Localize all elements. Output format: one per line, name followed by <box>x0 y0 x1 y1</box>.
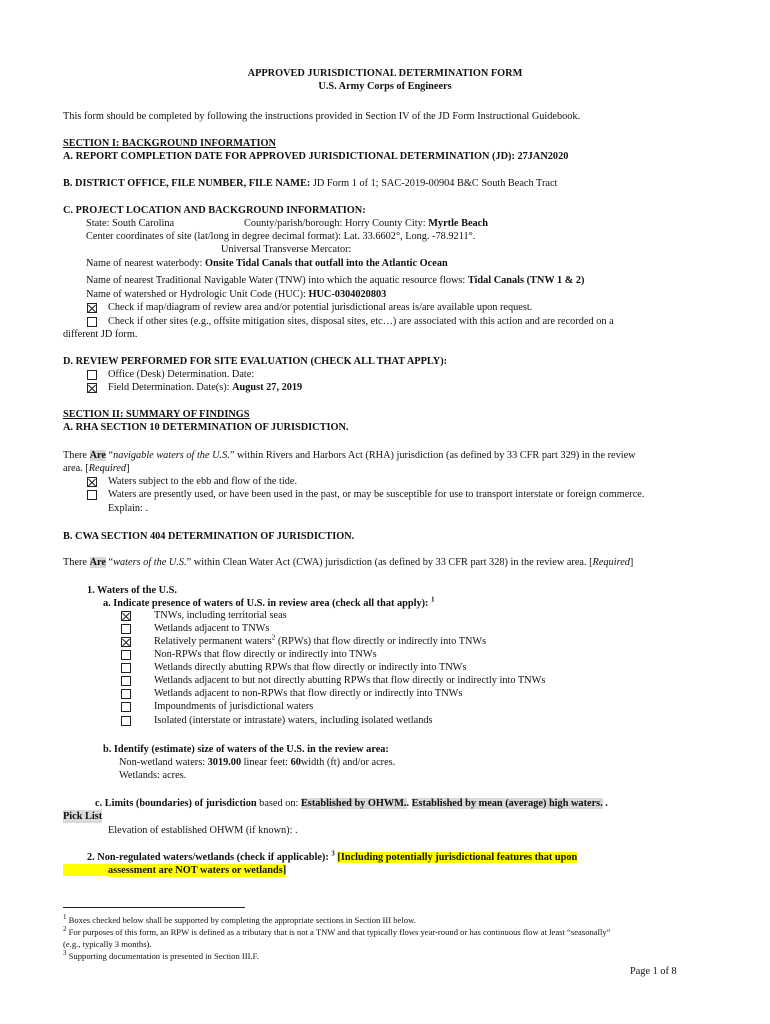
other-sites-label-cont: different JD form. <box>63 329 138 340</box>
coordinates-line: Center coordinates of site (lat/long in degree decimal format): Lat. 33.6602°, Long. -78.9211°. <box>86 231 476 242</box>
type-checkbox-wetlands-abutting[interactable] <box>121 663 131 673</box>
type-checkbox-nonrpw[interactable] <box>121 650 131 660</box>
page-number: Page 1 of 8 <box>630 966 677 977</box>
footnote-1 <box>63 915 416 926</box>
rha-close: ] <box>126 463 130 474</box>
limits-line <box>95 797 608 810</box>
waters-b-heading: b. Identify (estimate) size of waters of the U.S. in the review area: <box>103 744 389 755</box>
nonwetland-rest: width (ft) and/or acres. <box>300 757 396 768</box>
city-value: Myrtle Beach <box>428 218 488 229</box>
type-label-wetlands-abutting: Wetlands directly abutting RPWs that flow directly or indirectly into TNWs <box>154 662 467 673</box>
nonregulated-note-cont: assessment are NOT waters or wetlands] <box>108 865 287 876</box>
waterbody-value: Onsite Tidal Canals that outfall into the Atlantic Ocean <box>204 258 448 269</box>
type-label-isolated: Isolated (interstate or intrastate) waters, including isolated wetlands <box>154 715 433 726</box>
type-checkbox-rpw[interactable] <box>121 637 131 647</box>
commerce-label: Waters are presently used, or have been used in the past, or may be susceptible for use to transport interstate or foreign commerce. <box>108 489 645 500</box>
nonwetland-label: Non-wetland waters: <box>119 757 208 768</box>
nonregulated-note: [Including potentially jurisdictional features that upon <box>337 852 578 863</box>
type-checkbox-tnw[interactable] <box>121 611 131 621</box>
county-city-line <box>244 217 488 230</box>
footnote-2-text: For purposes of this form, an RPW is defined as a tributary that is not a TNW and that typically flows year-round or has continuous flow at least “seasonally” <box>66 927 611 937</box>
tnw-value: Tidal Canals (TNW 1 & 2) <box>467 275 585 286</box>
tide-label: Waters subject to the ebb and flow of the tide. <box>108 476 298 487</box>
cwa-required: Required <box>592 557 630 568</box>
cwa-statement <box>63 556 633 569</box>
limits-label: c. Limits (boundaries) of jurisdiction <box>95 798 257 809</box>
section2-b-heading: B. CWA SECTION 404 DETERMINATION OF JURISDICTION. <box>63 531 355 542</box>
map-available-checkbox[interactable] <box>87 303 97 313</box>
field-determination-checkbox[interactable] <box>87 383 97 393</box>
rha-required: Required <box>88 463 127 474</box>
section2-a-heading: A. RHA SECTION 10 DETERMINATION OF JURISDICTION. <box>63 422 349 433</box>
wetlands-line: Wetlands: acres. <box>119 770 187 781</box>
footnote-ref-1: 1 <box>431 595 435 604</box>
footnote-2-cont: (e.g., typically 3 months). <box>63 939 152 949</box>
footnote-2 <box>63 927 610 938</box>
type-checkbox-wetlands-nonrpw[interactable] <box>121 689 131 699</box>
explain-line: Explain: . <box>108 503 149 514</box>
footnote-1-text: Boxes checked below shall be supported by completing the appropriate sections in Section III below. <box>66 915 416 925</box>
state-line: State: South Carolina <box>86 218 175 229</box>
type-label-wetlands-adjacent-rpw: Wetlands adjacent to but not directly abutting RPWs that flow directly or indirectly into TNWs <box>154 675 546 686</box>
huc-line <box>86 288 386 301</box>
rha-statement <box>63 449 636 462</box>
rha-there: There <box>63 450 90 461</box>
waterbody-line <box>86 257 448 270</box>
section1-b-label: B. DISTRICT OFFICE, FILE NUMBER, FILE NAME: <box>63 178 311 189</box>
type-label-rpw-line <box>154 635 486 648</box>
limits-end: . <box>602 798 608 809</box>
footnote-1-num: 1 <box>63 913 67 922</box>
type-checkbox-impoundments[interactable] <box>121 702 131 712</box>
section1-a: A. REPORT COMPLETION DATE FOR APPROVED JURISDICTIONAL DETERMINATION (JD): 27JAN2020 <box>63 151 569 162</box>
form-subtitle: U.S. Army Corps of Engineers <box>318 81 452 92</box>
footnote-3-num: 3 <box>63 949 67 958</box>
utm-line: Universal Transverse Mercator: <box>221 244 352 255</box>
type-label-wetlands-tnw: Wetlands adjacent to TNWs <box>154 623 270 634</box>
section2-heading: SECTION II: SUMMARY OF FINDINGS <box>63 409 250 420</box>
cwa-quote: “ <box>105 557 114 568</box>
pick-list[interactable]: Pick List <box>63 811 103 822</box>
map-available-label: Check if map/diagram of review area and/or potential jurisdictional areas is/are available upon request. <box>108 302 533 313</box>
type-label-nonrpw: Non-RPWs that flow directly or indirectly into TNWs <box>154 649 377 660</box>
limits-based: based on: <box>256 798 301 809</box>
waters-a-text: a. Indicate presence of waters of U.S. in review area (check all that apply): <box>103 598 432 609</box>
section1-b <box>63 177 557 190</box>
tnw-label: Name of nearest Traditional Navigable Water (TNW) into which the aquatic resource flows: <box>86 275 468 286</box>
field-date: August 27, 2019 <box>232 382 303 393</box>
nonwetland-mid: linear feet: <box>241 757 291 768</box>
waters-heading: 1. Waters of the U.S. <box>87 585 177 596</box>
huc-label: Name of watershed or Hydrologic Unit Code (HUC): <box>86 289 309 300</box>
office-desk-checkbox[interactable] <box>87 370 97 380</box>
nonregulated-label: 2. Non-regulated waters/wetlands (check if applicable): <box>87 852 332 863</box>
field-determination-line <box>108 381 302 394</box>
section1-c-label: C. PROJECT LOCATION AND BACKGROUND INFORMATION: <box>63 205 366 216</box>
footnote-3-text: Supporting documentation is presented in Section III.F. <box>66 951 259 961</box>
field-determination-label: Field Determination. Date(s): <box>108 382 233 393</box>
huc-value: HUC-0304020803 <box>308 289 387 300</box>
footnote-2-num: 2 <box>63 925 67 934</box>
section1-heading: SECTION I: BACKGROUND INFORMATION <box>63 138 276 149</box>
nonwetland-width: 60 <box>290 757 301 768</box>
form-title: APPROVED JURISDICTIONAL DETERMINATION FORM <box>247 68 523 79</box>
cwa-waters: waters of the U.S. <box>113 557 187 568</box>
waterbody-label: Name of nearest waterbody: <box>86 258 205 269</box>
cwa-close: ] <box>629 557 634 568</box>
tnw-line <box>86 274 584 287</box>
type-label-rpw: Relatively permanent waters <box>154 636 272 647</box>
type-checkbox-wetlands-adjacent-rpw[interactable] <box>121 676 131 686</box>
type-label-rpw-rest: (RPWs) that flow directly or indirectly into TNWs <box>275 636 487 647</box>
nonregulated-line <box>87 851 577 864</box>
elevation-line: Elevation of established OHWM (if known): . <box>108 825 298 836</box>
other-sites-checkbox[interactable] <box>87 317 97 327</box>
type-label-impoundments: Impoundments of jurisdictional waters <box>154 701 314 712</box>
nonwetland-linear-feet: 3019.00 <box>207 757 242 768</box>
section1-b-value: JD Form 1 of 1; SAC-2019-00904 B&C South Beach Tract <box>310 178 558 189</box>
county-label: County/parish/borough: Horry County City: <box>244 218 429 229</box>
commerce-checkbox[interactable] <box>87 490 97 500</box>
footnote-ref-2: 2 <box>271 633 276 642</box>
type-label-wetlands-nonrpw: Wetlands adjacent to non-RPWs that flow directly or indirectly into TNWs <box>154 688 463 699</box>
mean-high-water-picklist[interactable]: Established by mean (average) high waters. <box>411 798 603 809</box>
rha-quote: “ <box>105 450 114 461</box>
rha-area-line <box>63 462 130 475</box>
ohwm-picklist[interactable]: Established by OHWM. <box>300 798 407 809</box>
footnote-ref-3: 3 <box>331 849 335 858</box>
other-sites-label: Check if other sites (e.g., offsite mitigation sites, disposal sites, etc…) are associated with this action and are recorded on a <box>108 316 614 327</box>
type-label-tnw: TNWs, including territorial seas <box>154 610 287 621</box>
type-checkbox-isolated[interactable] <box>121 716 131 726</box>
rha-rest: ” within Rivers and Harbors Act (RHA) jurisdiction (as defined by 33 CFR part 329) in the review <box>229 450 636 461</box>
limits-sep: . <box>406 798 412 809</box>
section1-d-label: D. REVIEW PERFORMED FOR SITE EVALUATION (CHECK ALL THAT APPLY): <box>63 356 448 367</box>
footnote-divider <box>63 907 245 908</box>
type-checkbox-wetlands-tnw[interactable] <box>121 624 131 634</box>
tide-checkbox[interactable] <box>87 477 97 487</box>
nonwetland-line <box>119 756 395 769</box>
cwa-there: There <box>63 557 90 568</box>
rha-area: area. [ <box>63 463 89 474</box>
intro-text: This form should be completed by following the instructions provided in Section IV of the JD Form Instructional Guidebook. <box>63 111 581 122</box>
footnote-3 <box>63 951 259 962</box>
office-desk-label: Office (Desk) Determination. Date: <box>108 369 255 380</box>
rha-navigable: navigable waters of the U.S. <box>113 450 230 461</box>
cwa-are-picklist[interactable]: Are <box>89 557 106 568</box>
cwa-rest: ” within Clean Water Act (CWA) jurisdiction (as defined by 33 CFR part 328) in the review area. [ <box>186 557 593 568</box>
rha-are-picklist[interactable]: Are <box>89 450 106 461</box>
nonregulated-highlight-lead <box>63 864 108 876</box>
